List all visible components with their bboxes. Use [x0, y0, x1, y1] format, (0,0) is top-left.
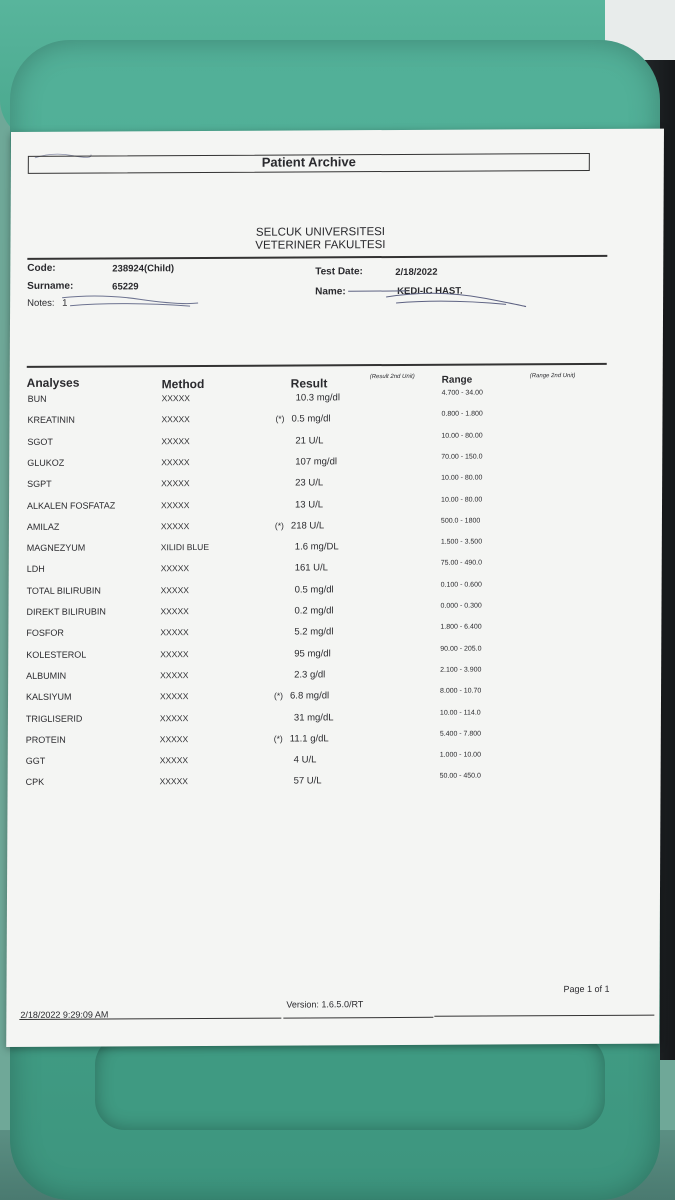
- method-value: XXXXX: [160, 648, 189, 659]
- analyte-name: AMILAZ: [26, 521, 60, 532]
- method-value: XXXXX: [160, 627, 189, 638]
- result-value: 2.3 g/dl: [294, 669, 326, 681]
- analyte-name: FOSFOR: [26, 628, 64, 639]
- result-value: 0.5 mg/dl: [291, 413, 331, 425]
- analyte-name: KALSIYUM: [26, 691, 72, 703]
- table-row: [9, 476, 662, 499]
- lab-report-sheet: [6, 129, 664, 1047]
- result-value: 10.3 mg/dl: [295, 392, 340, 404]
- result-value: 13 U/L: [295, 498, 324, 511]
- abnormal-flag: (*): [274, 690, 284, 701]
- header-box: [28, 153, 590, 174]
- result-value: 11.1 g/dL: [289, 733, 329, 745]
- method-value: XXXXX: [160, 584, 189, 595]
- table-row: [9, 412, 662, 435]
- name-value: KEDI-IC HAST.: [397, 285, 463, 297]
- print-datetime: 2/18/2022 9:29:09 AM: [20, 1009, 109, 1020]
- table-row: [8, 646, 661, 669]
- software-version: Version: 1.6.5.0/RT: [286, 999, 364, 1010]
- analyte-name: DIREKT BILIRUBIN: [26, 606, 106, 617]
- result-value: 23 U/L: [295, 477, 324, 489]
- method-value: XXXXX: [159, 733, 189, 745]
- method-value: XXXXX: [161, 414, 190, 425]
- reference-range: 10.00 - 114.0: [439, 709, 481, 717]
- table-row: [8, 625, 661, 648]
- reference-range: 10.00 - 80.00: [441, 474, 483, 482]
- analyte-name: ALKALEN FOSFATAZ: [27, 499, 116, 511]
- reference-range: 500.0 - 1800: [440, 517, 481, 525]
- result-value: 21 U/L: [295, 434, 324, 447]
- table-row: [8, 689, 661, 712]
- results-table: [10, 389, 663, 788]
- abnormal-flag: (*): [274, 520, 284, 531]
- reference-range: 10.00 - 80.00: [441, 496, 483, 504]
- page-number: Page 1 of 1: [563, 983, 610, 995]
- reference-range: 1.500 - 3.500: [440, 538, 483, 546]
- column-header-result: Result: [290, 376, 328, 391]
- table-row: [9, 540, 662, 563]
- notes-value: 1: [62, 297, 68, 309]
- institution-name: SELCUK UNIVERSITESI: [255, 226, 386, 239]
- method-value: XXXXX: [161, 393, 190, 404]
- result-value: 1.6 mg/DL: [294, 541, 339, 553]
- analyte-name: SGPT: [27, 478, 52, 490]
- column-header-result-2nd-unit: (Result 2nd Unit): [369, 373, 415, 381]
- method-value: XXXXX: [160, 563, 190, 574]
- analyte-name: MAGNEZYUM: [26, 542, 86, 554]
- table-row: [8, 753, 661, 776]
- notes-label: Notes:: [27, 297, 55, 309]
- result-value: 107 mg/dl: [295, 456, 338, 468]
- divider-top: [27, 255, 607, 260]
- method-value: XXXXX: [160, 691, 189, 702]
- result-value: 218 U/L: [290, 520, 325, 532]
- analyte-name: GLUKOZ: [27, 457, 65, 468]
- analyte-name: CPK: [25, 777, 45, 788]
- result-value: 95 mg/dl: [294, 647, 331, 660]
- method-value: XXXXX: [160, 669, 189, 681]
- method-value: XXXXX: [159, 712, 189, 723]
- method-value: XXXXX: [160, 606, 189, 617]
- table-row: [9, 497, 662, 520]
- surname-label: Surname:: [27, 280, 74, 292]
- reference-range: 2.100 - 3.900: [440, 666, 482, 674]
- column-header-method: Method: [161, 376, 205, 392]
- method-value: XXXXX: [160, 520, 190, 532]
- result-value: 57 U/L: [293, 775, 322, 787]
- institution-faculty: VETERINER FAKULTESI: [255, 239, 386, 252]
- analyte-name: KREATININ: [27, 414, 75, 426]
- code-label: Code:: [27, 262, 56, 274]
- footer-rule-middle: [283, 1017, 433, 1019]
- reference-range: 1.800 - 6.400: [440, 623, 482, 632]
- result-value: 161 U/L: [294, 562, 329, 574]
- reference-range: 5.400 - 7.800: [439, 730, 482, 738]
- reference-range: 0.100 - 0.600: [440, 581, 482, 589]
- name-label: Name:: [315, 286, 346, 298]
- result-value: 0.2 mg/dl: [294, 605, 334, 617]
- reference-range: 0.000 - 0.300: [440, 602, 482, 610]
- redaction-scribble-name: [346, 284, 526, 311]
- clipboard-tray-recess: [95, 1035, 605, 1130]
- reference-range: 70.00 - 150.0: [441, 453, 483, 461]
- reference-range: 50.00 - 450.0: [439, 772, 481, 781]
- test-date-label: Test Date:: [315, 266, 363, 278]
- result-value: 6.8 mg/dl: [290, 690, 330, 702]
- analyte-name: GGT: [25, 755, 46, 767]
- table-row: [9, 454, 662, 477]
- method-value: XXXXX: [159, 755, 189, 766]
- method-value: XILIDI BLUE: [160, 542, 210, 553]
- analyte-name: ALBUMIN: [26, 670, 67, 681]
- table-row: [8, 710, 661, 733]
- footer-rule-right: [434, 1015, 654, 1017]
- result-value: 0.5 mg/dl: [294, 584, 334, 596]
- code-value: 238924(Child): [112, 263, 175, 275]
- test-date-value: 2/18/2022: [395, 266, 438, 278]
- method-value: XXXXX: [161, 456, 190, 468]
- method-value: XXXXX: [161, 435, 190, 446]
- table-row: [8, 774, 661, 797]
- result-value: 31 mg/dL: [293, 711, 334, 724]
- table-row: [9, 582, 662, 605]
- table-row: [10, 391, 663, 414]
- divider-table: [27, 363, 607, 368]
- table-row: [8, 731, 661, 754]
- result-value: 4 U/L: [293, 754, 317, 766]
- reference-range: 1.000 - 10.00: [439, 751, 482, 759]
- analyte-name: BUN: [27, 393, 47, 404]
- reference-range: 8.000 - 10.70: [440, 687, 482, 695]
- analyte-name: TRIGLISERID: [25, 713, 83, 724]
- table-row: [8, 604, 661, 627]
- reference-range: 90.00 - 205.0: [440, 645, 482, 653]
- analyte-name: TOTAL BILIRUBIN: [26, 585, 101, 596]
- column-header-range: Range: [441, 374, 473, 386]
- reference-range: 75.00 - 490.0: [440, 559, 483, 568]
- analyte-name: LDH: [26, 564, 45, 575]
- table-row: [9, 433, 662, 456]
- abnormal-flag: (*): [275, 413, 285, 424]
- method-value: XXXXX: [161, 478, 190, 489]
- method-value: XXXXX: [161, 499, 190, 510]
- column-header-analyses: Analyses: [26, 375, 80, 390]
- reference-range: 4.700 - 34.00: [441, 389, 483, 397]
- analyte-name: KOLESTEROL: [26, 649, 87, 660]
- redaction-scribble-notes: [60, 291, 200, 314]
- table-row: [8, 667, 661, 690]
- table-row: [9, 561, 662, 584]
- result-value: 5.2 mg/dl: [294, 626, 334, 638]
- table-row: [9, 518, 662, 541]
- analyte-name: PROTEIN: [25, 734, 66, 745]
- analyte-name: SGOT: [27, 436, 53, 447]
- page-title: Patient Archive: [261, 154, 356, 170]
- surname-value: 65229: [112, 281, 139, 293]
- reference-range: 10.00 - 80.00: [441, 432, 483, 440]
- method-value: XXXXX: [159, 776, 188, 787]
- column-header-range-2nd-unit: (Range 2nd Unit): [529, 373, 576, 380]
- reference-range: 0.800 - 1.800: [441, 410, 483, 419]
- abnormal-flag: (*): [273, 733, 283, 744]
